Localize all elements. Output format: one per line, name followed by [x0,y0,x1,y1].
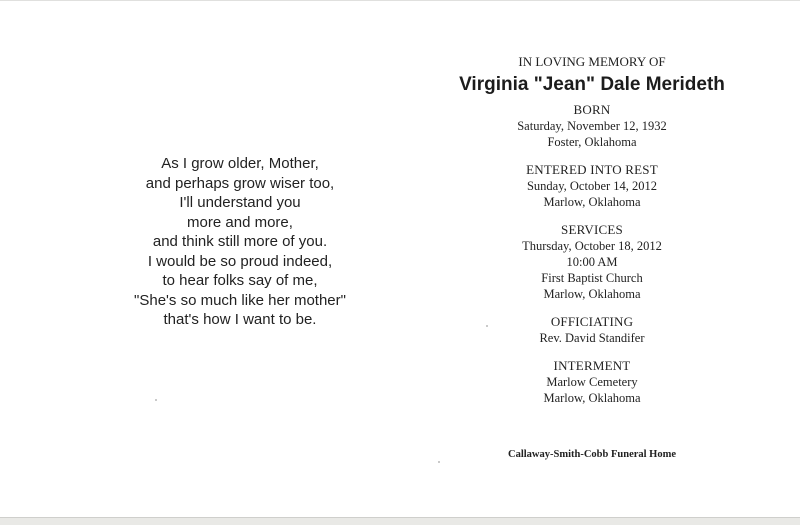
card-top-edge [0,0,800,1]
section-heading: BORN [573,102,611,117]
poem-line: I'll understand you [179,194,301,211]
poem-line: and think still more of you. [152,233,328,250]
funeral-home: Callaway-Smith-Cobb Funeral Home [508,449,676,460]
poem-line: that's how I want to be. [163,311,317,328]
section-heading: OFFICIATING [550,314,634,329]
section-heading: ENTERED INTO REST [526,162,658,177]
poem-line: I would be so proud indeed, [147,252,333,270]
poem-line: As I grow older, Mother, [161,155,319,172]
card-bottom-edge [0,517,800,525]
section-line: Foster, Oklahoma [547,135,637,149]
section-entered-into-rest [452,161,732,210]
poem-line: and perhaps grow wiser too, [145,174,335,192]
intro-heading: IN LOVING MEMORY OF [518,54,666,69]
section-line: Sunday, October 14, 2012 [526,179,658,193]
deceased-name: Virginia "Jean" Dale Merideth [459,74,725,95]
section-heading: INTERMENT [553,358,631,373]
poem-line: "She's so much like her mother" [134,291,346,309]
section-line: Thursday, October 18, 2012 [522,239,662,253]
section-line: 10:00 AM [566,255,618,269]
section-interment [452,357,732,406]
paper-speck [155,399,157,401]
poem [60,154,420,330]
section-born [452,101,732,150]
poem-line: more and more, [187,213,293,231]
section-line: Marlow, Oklahoma [543,195,641,209]
poem-line: to hear folks say of me, [162,272,318,289]
section-line: Marlow Cemetery [546,375,638,389]
section-line: Saturday, November 12, 1932 [517,119,667,133]
paper-speck [438,461,440,463]
section-line: Marlow, Oklahoma [543,287,641,301]
memorial-details [452,54,732,406]
section-line: Rev. David Standifer [539,331,645,345]
section-services [452,221,732,302]
paper-speck [486,325,488,327]
section-line: Marlow, Oklahoma [543,391,641,405]
section-officiating [452,313,732,346]
section-line: First Baptist Church [541,271,643,285]
section-heading: SERVICES [561,222,623,237]
